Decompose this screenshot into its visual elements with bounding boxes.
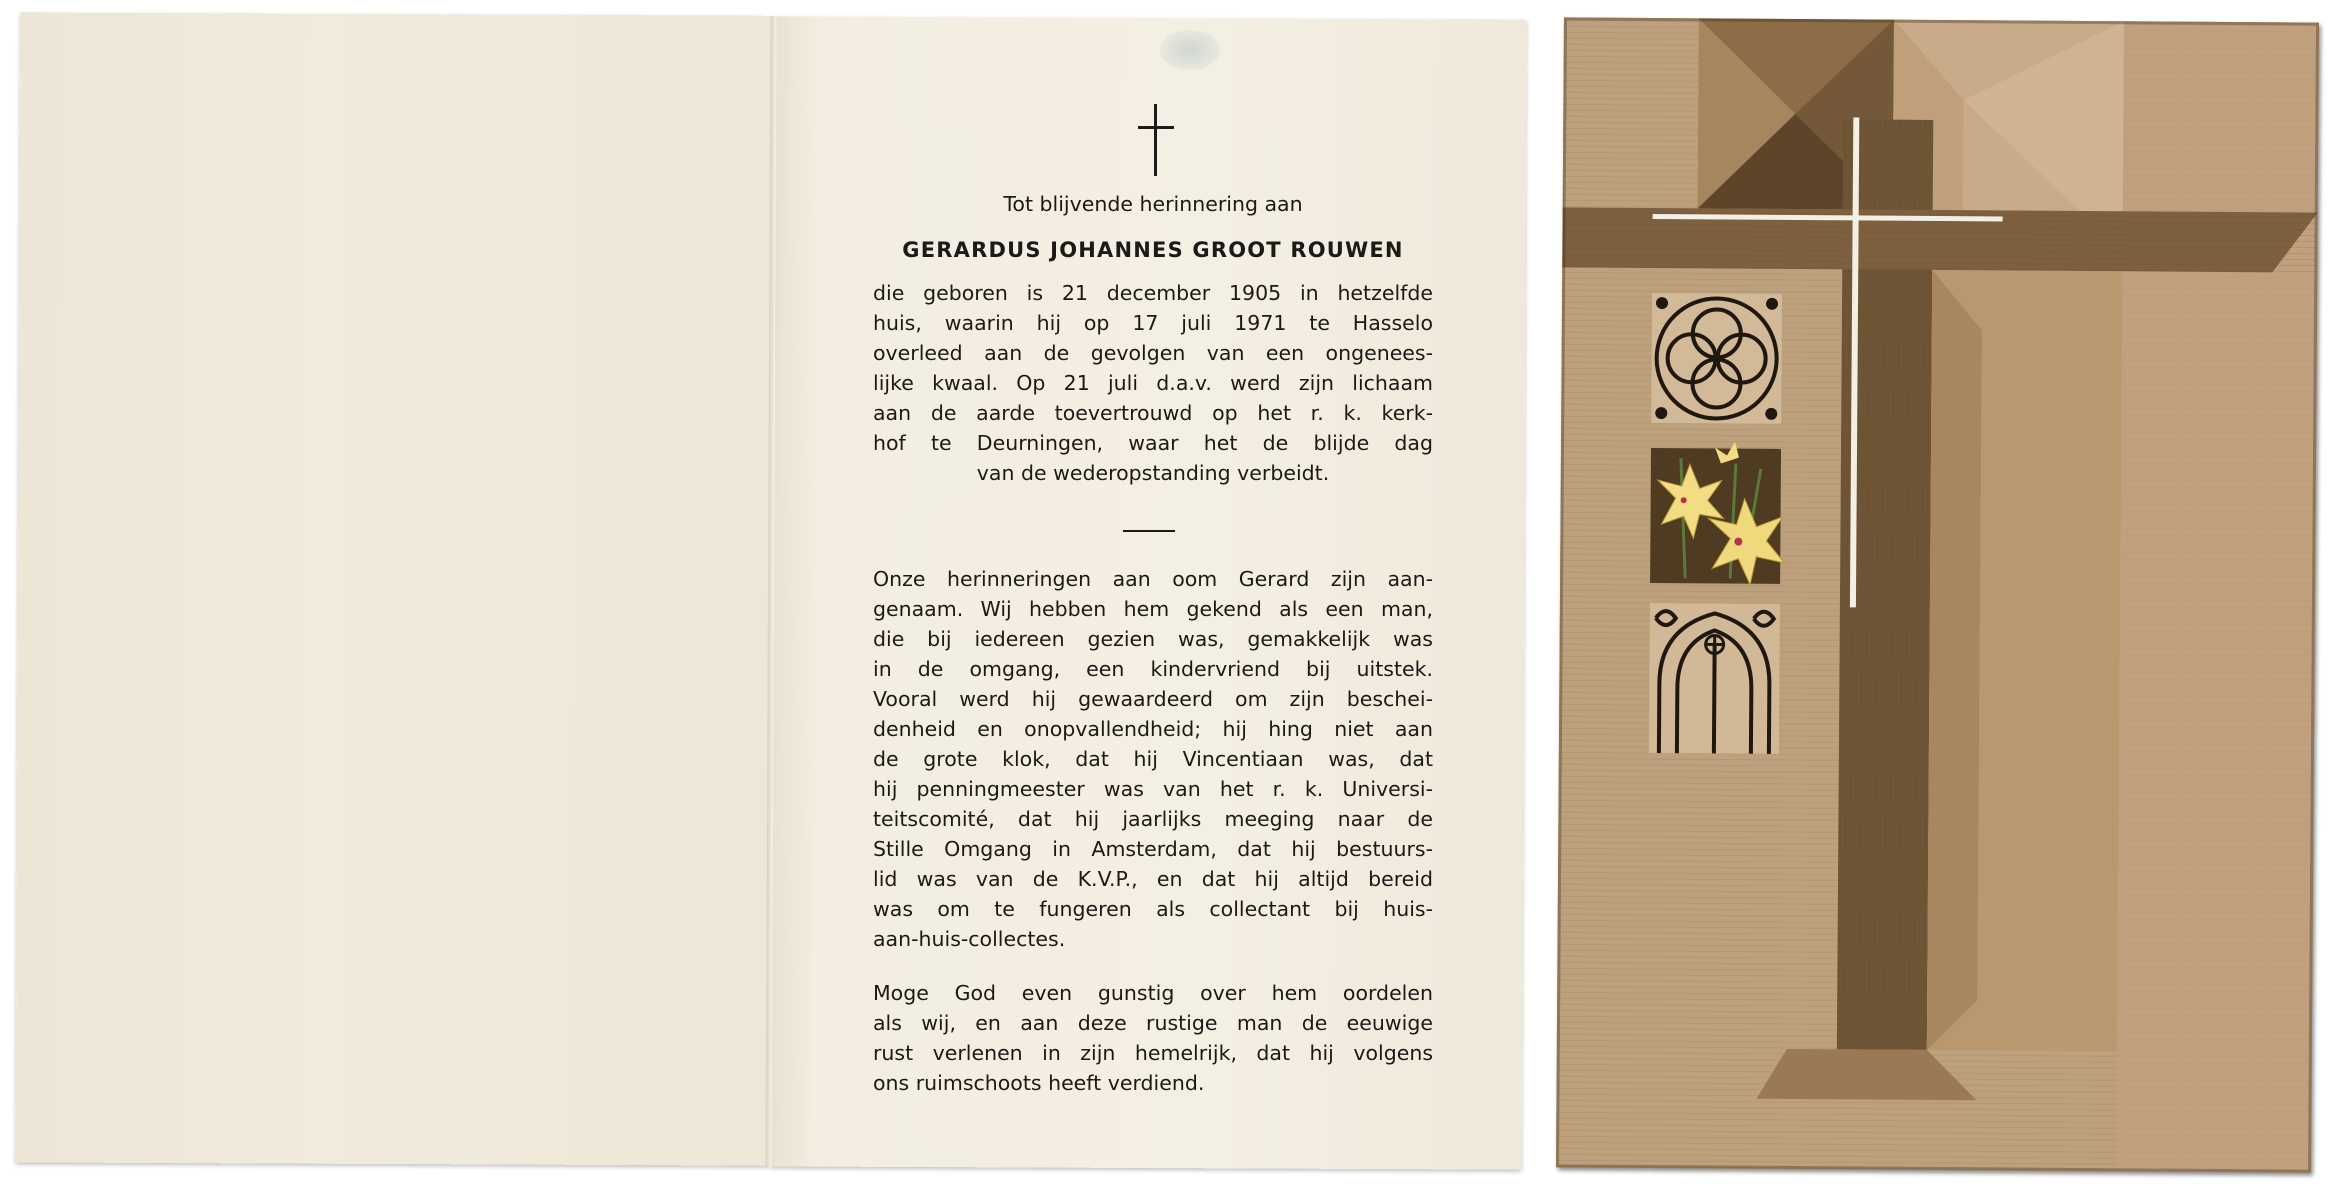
text-line: Vooral werd hij gewaardeerd om zijn beschei- — [873, 687, 1433, 711]
text-line: aan-huis-collectes. — [873, 927, 1066, 951]
text-line: lijke kwaal. Op 21 juli d.a.v. werd zijn lichaam — [873, 371, 1433, 395]
card-stain — [1160, 30, 1220, 70]
deceased-name: GERARDUS JOHANNES GROOT ROUWEN — [902, 238, 1404, 262]
text-line: in de omgang, een kindervriend bij uitstek. — [873, 657, 1433, 681]
memorial-heading: Tot blijvende herinnering aan — [1003, 192, 1303, 216]
text-line: Moge God even gunstig over hem oordelen — [873, 981, 1433, 1005]
text-line: huis, waarin hij op 17 juli 1971 te Hasselo — [873, 311, 1433, 335]
paragraph-memories — [873, 564, 1433, 954]
text-line: Stille Omgang in Amsterdam, dat hij bestuurs- — [873, 837, 1433, 861]
text-line: teitscomité, dat hij jaarlijks meeging naar de — [873, 807, 1433, 831]
text-line: lid was van de K.V.P., en dat hij altijd bereid — [873, 867, 1433, 891]
text-line: genaam. Wij hebben hem gekend als een man, — [873, 597, 1433, 621]
text-line: overleed aan de gevolgen van een ongenees- — [873, 341, 1433, 365]
card-left-page — [15, 12, 772, 1165]
text-line: was om te fungeren als collectant bij huis- — [873, 897, 1433, 921]
text-line: hof te Deurningen, waar het de blijde dag — [873, 431, 1433, 455]
paragraph-prayer — [873, 978, 1433, 1098]
text-line: aan de aarde toevertrouwd op het r. k. kerk- — [873, 401, 1433, 425]
text-line: hij penningmeester was van het r. k. Universi- — [873, 777, 1433, 801]
divider-line — [1123, 530, 1175, 532]
text-line: van de wederopstanding verbeidt. — [976, 461, 1330, 485]
text-line: die geboren is 21 december 1905 in hetzelfde — [873, 281, 1433, 305]
paragraph-birth-death — [873, 278, 1433, 488]
text-line: de grote klok, dat hij Vincentiaan was, dat — [873, 747, 1433, 771]
cross-inlay-picture — [1556, 17, 2319, 1172]
text-line: rust verlenen in zijn hemelrijk, dat hij volgens — [873, 1041, 1433, 1065]
text-line: die bij iedereen gezien was, gemakkelijk was — [873, 627, 1433, 651]
inlay-artwork — [1556, 17, 2319, 1172]
text-line: als wij, en aan deze rustige man de eeuwige — [873, 1011, 1433, 1035]
text-line: ons ruimschoots heeft verdiend. — [873, 1071, 1205, 1095]
text-line: Onze herinneringen aan oom Gerard zijn aan- — [873, 567, 1433, 591]
cross-icon — [1138, 104, 1174, 176]
text-line: denheid en onopvallendheid; hij hing niet aan — [873, 717, 1433, 741]
